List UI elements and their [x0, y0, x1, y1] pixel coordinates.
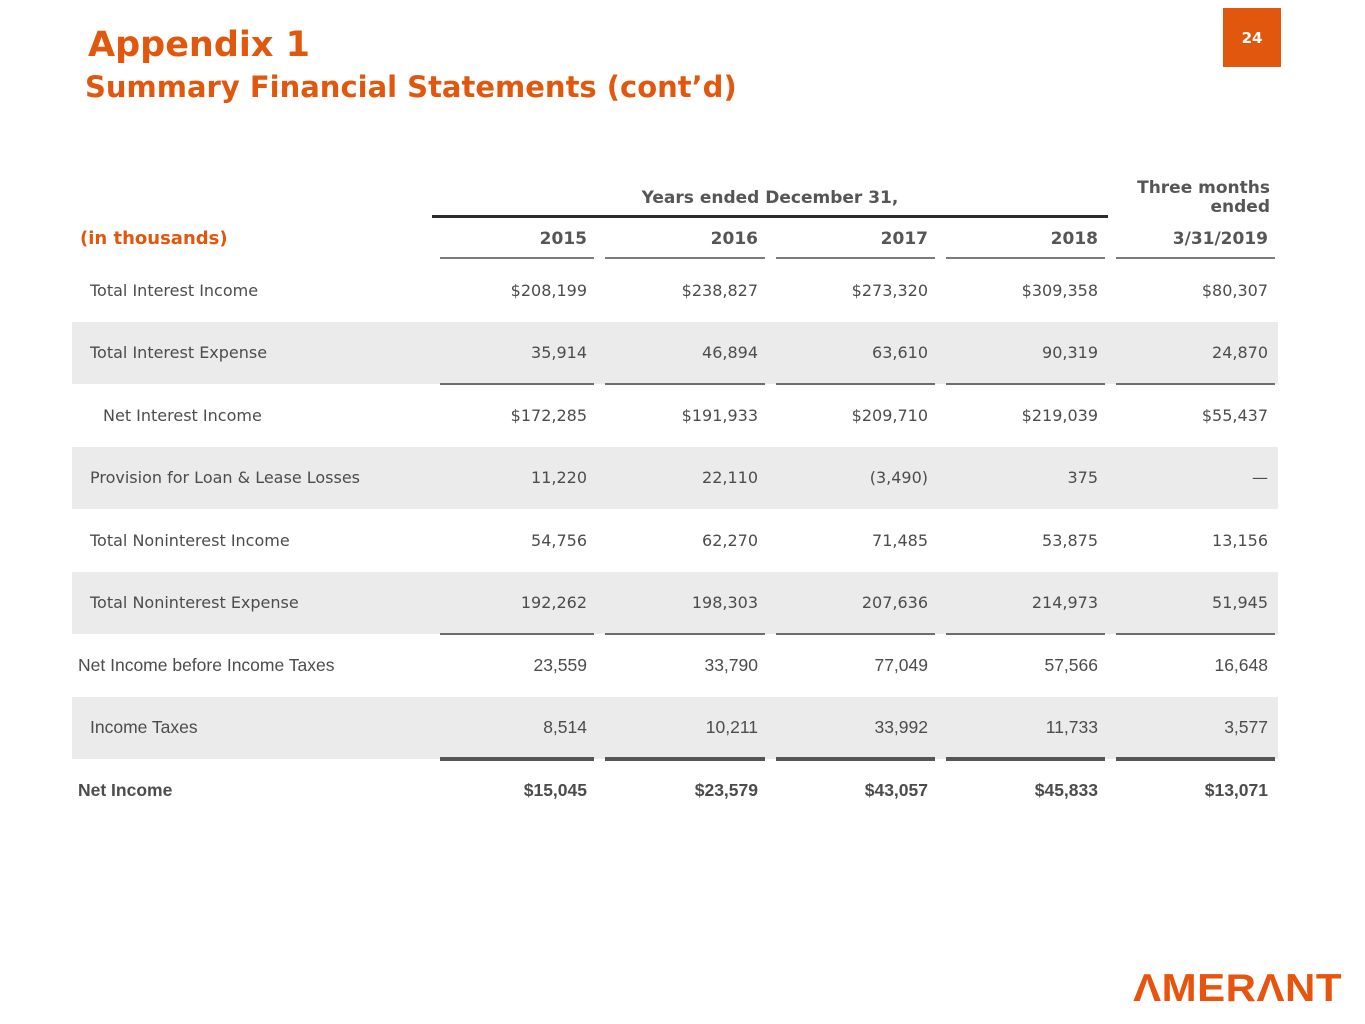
cell-value: 57,566 — [1044, 654, 1098, 675]
table-row-total — [72, 759, 1278, 822]
cell-value: $273,320 — [851, 280, 928, 300]
cell-value: 53,875 — [1042, 530, 1098, 550]
cell-value: 63,610 — [768, 322, 938, 385]
cell-value: 33,992 — [768, 697, 938, 760]
page-subtitle: Summary Financial Statements (cont’d) — [85, 70, 737, 104]
cell-value: $23,579 — [694, 779, 758, 800]
cell-value: $80,307 — [1201, 280, 1268, 300]
row-label: Net Interest Income — [103, 405, 262, 425]
cell-value: 33,790 — [704, 654, 758, 675]
cell-value: $208,199 — [510, 280, 587, 300]
cell-value: $13,071 — [1204, 779, 1268, 800]
page-number-badge — [1223, 8, 1281, 67]
cell-value: 198,303 — [597, 572, 768, 635]
cell-value: 3,577 — [1108, 697, 1278, 760]
amerant-logo: ΛMERΛNT — [1133, 965, 1342, 1010]
cell-value: $172,285 — [510, 405, 587, 425]
cell-value: 62,270 — [702, 530, 758, 550]
cell-value: $55,437 — [1201, 405, 1268, 425]
cell-value: $309,358 — [1021, 280, 1098, 300]
table-column-header-row — [72, 218, 1278, 259]
column-header-2017: 2017 — [768, 218, 938, 259]
page-number: 24 — [1241, 28, 1263, 47]
table-row — [72, 509, 1278, 572]
cell-value: (3,490) — [869, 468, 928, 488]
page-title: Appendix 1 — [88, 25, 311, 65]
column-header-2018: 2018 — [938, 218, 1108, 259]
column-header-2016: 2016 — [597, 218, 768, 259]
cell-value: 90,319 — [938, 322, 1108, 385]
row-label: Total Noninterest Expense — [90, 593, 299, 613]
row-label: Total Noninterest Income — [90, 530, 290, 550]
cell-value: 375 — [1067, 468, 1098, 488]
column-header-q1-2019: 3/31/2019 — [1108, 218, 1278, 259]
cell-value: 16,648 — [1214, 654, 1268, 675]
cell-value: $43,057 — [864, 779, 928, 800]
column-header-2015: 2015 — [432, 218, 597, 259]
cell-value: 10,211 — [597, 697, 768, 760]
financial-table — [72, 178, 1278, 822]
three-months-header — [1108, 178, 1278, 218]
units-label: (in thousands) — [80, 228, 228, 249]
cell-value: $209,710 — [851, 405, 928, 425]
cell-value: 71,485 — [872, 530, 928, 550]
cell-value: — — [1252, 468, 1268, 488]
three-months-header-line2: ended — [1210, 196, 1270, 217]
cell-value: 11,733 — [938, 697, 1108, 760]
header-spacer — [72, 178, 432, 218]
row-label: Total Interest Expense — [90, 343, 268, 363]
years-group-header: Years ended December 31, — [432, 178, 1108, 218]
table-row — [72, 322, 1278, 385]
cell-value: 23,559 — [533, 654, 587, 675]
cell-value: 54,756 — [531, 530, 587, 550]
cell-value: 24,870 — [1108, 322, 1278, 385]
row-label: Net Income before Income Taxes — [78, 654, 335, 675]
cell-value: 8,514 — [432, 697, 597, 760]
cell-value: $238,827 — [681, 280, 758, 300]
table-row — [72, 447, 1278, 510]
table-row — [72, 384, 1278, 447]
cell-value: 51,945 — [1108, 572, 1278, 635]
three-months-header-line1: Three months — [1137, 178, 1270, 199]
cell-value: 11,220 — [531, 468, 587, 488]
row-label: Total Interest Income — [90, 280, 259, 300]
cell-value: 35,914 — [432, 322, 597, 385]
row-label: Provision for Loan & Lease Losses — [90, 468, 361, 488]
table-row — [72, 697, 1278, 760]
cell-value: 22,110 — [702, 468, 758, 488]
table-row — [72, 259, 1278, 322]
table-row — [72, 572, 1278, 635]
cell-value: 192,262 — [432, 572, 597, 635]
cell-value: 13,156 — [1212, 530, 1268, 550]
cell-value: $15,045 — [523, 779, 587, 800]
cell-value: $191,933 — [681, 405, 758, 425]
cell-value: 46,894 — [597, 322, 768, 385]
table-row — [72, 634, 1278, 697]
cell-value: 77,049 — [874, 654, 928, 675]
table-header-group-row — [72, 178, 1278, 218]
cell-value: 207,636 — [768, 572, 938, 635]
row-label: Income Taxes — [90, 717, 198, 738]
cell-value: $219,039 — [1021, 405, 1098, 425]
cell-value: 214,973 — [938, 572, 1108, 635]
cell-value: $45,833 — [1034, 779, 1098, 800]
row-label: Net Income — [78, 779, 173, 800]
